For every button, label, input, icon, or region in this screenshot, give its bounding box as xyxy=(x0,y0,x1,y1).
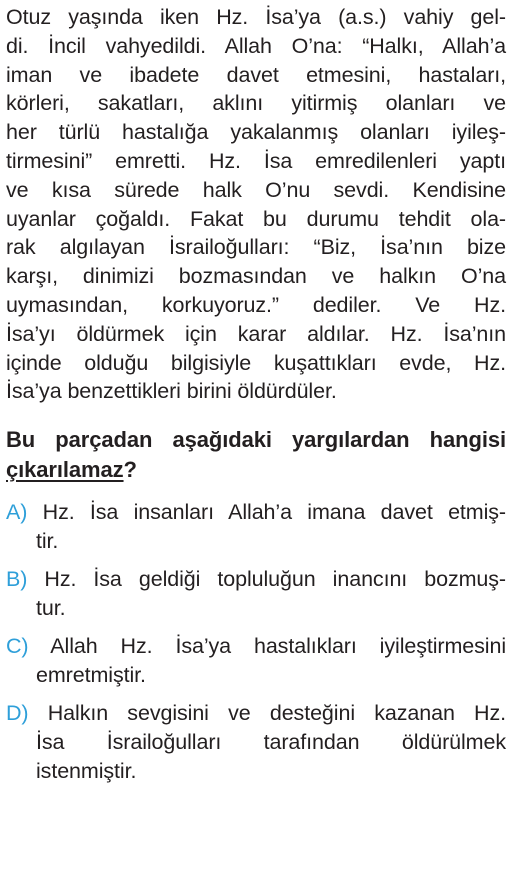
passage-text xyxy=(6,3,506,406)
option-line: emretmiştir. xyxy=(36,663,146,688)
passage-line: İsa’yı öldürmek için karar aldılar. Hz. İsa’nın xyxy=(6,321,506,346)
option-c[interactable] xyxy=(6,632,506,690)
passage-line: körleri, sakatları, aklını yitirmiş olanları ve xyxy=(6,91,506,116)
option-line: istenmiştir. xyxy=(36,759,137,784)
option-letter: B) xyxy=(6,567,28,592)
passage-line: rak algılayan İsrailoğulları: “Biz, İsa’nın bize xyxy=(6,235,506,260)
option-letter: C) xyxy=(6,634,29,659)
option-line: tur. xyxy=(36,596,66,621)
question-line: Bu parçadan aşağıdaki yargılardan hangisi xyxy=(6,427,506,453)
option-text: Allah Hz. İsa’ya hastalıkları iyileştirmesini xyxy=(50,634,507,659)
option-line: İsa İsrailoğulları tarafından öldürülmek xyxy=(36,730,506,755)
answer-options xyxy=(6,498,506,786)
passage-line: İsa’ya benzettikleri birini öldürdüler. xyxy=(6,379,337,404)
question-stem xyxy=(6,425,506,485)
passage-line: uyanlar çoğaldı. Fakat bu durumu tehdit ola- xyxy=(6,206,506,231)
option-b[interactable] xyxy=(6,565,506,623)
passage-line: karşı, dinimizi bozmasından ve halkın O’na xyxy=(6,264,506,289)
option-text: Halkın sevgisini ve desteğini kazanan Hz. xyxy=(47,701,506,726)
option-text: Hz. İsa geldiği topluluğun inancını bozmuş- xyxy=(44,567,506,592)
option-line xyxy=(6,699,506,728)
passage-line: tirmesini” emretti. Hz. İsa emredilenleri yaptı xyxy=(6,148,506,173)
option-letter: D) xyxy=(6,701,29,726)
question-mark: ? xyxy=(123,457,137,483)
option-d[interactable] xyxy=(6,699,506,786)
option-letter: A) xyxy=(6,500,28,525)
passage-line: iman ve ibadete davet etmesini, hastaları, xyxy=(6,62,506,87)
option-a[interactable] xyxy=(6,498,506,556)
passage-line: uymasından, korkuyoruz.” dediler. Ve Hz. xyxy=(6,292,506,317)
passage-line: di. İncil vahyedildi. Allah O’na: “Halkı, Allah’a xyxy=(6,33,506,58)
option-line xyxy=(6,565,506,594)
option-line xyxy=(6,498,506,527)
question-page xyxy=(6,0,506,795)
option-line xyxy=(6,632,506,661)
passage-line: ve kısa sürede halk O’nu sevdi. Kendisine xyxy=(6,177,506,202)
option-line: tir. xyxy=(36,529,59,554)
passage-line: Otuz yaşında iken Hz. İsa’ya (a.s.) vahiy gel- xyxy=(6,5,506,29)
negative-keyword: çıkarılamaz xyxy=(6,457,124,483)
passage-line: içinde olduğu bilgisiyle kuşattıkları evde, Hz. xyxy=(6,350,506,375)
question-line xyxy=(6,455,506,485)
option-text: Hz. İsa insanları Allah’a imana davet etmiş- xyxy=(42,500,506,525)
passage-line: her türlü hastalığa yakalanmış olanları iyileş- xyxy=(6,120,506,145)
